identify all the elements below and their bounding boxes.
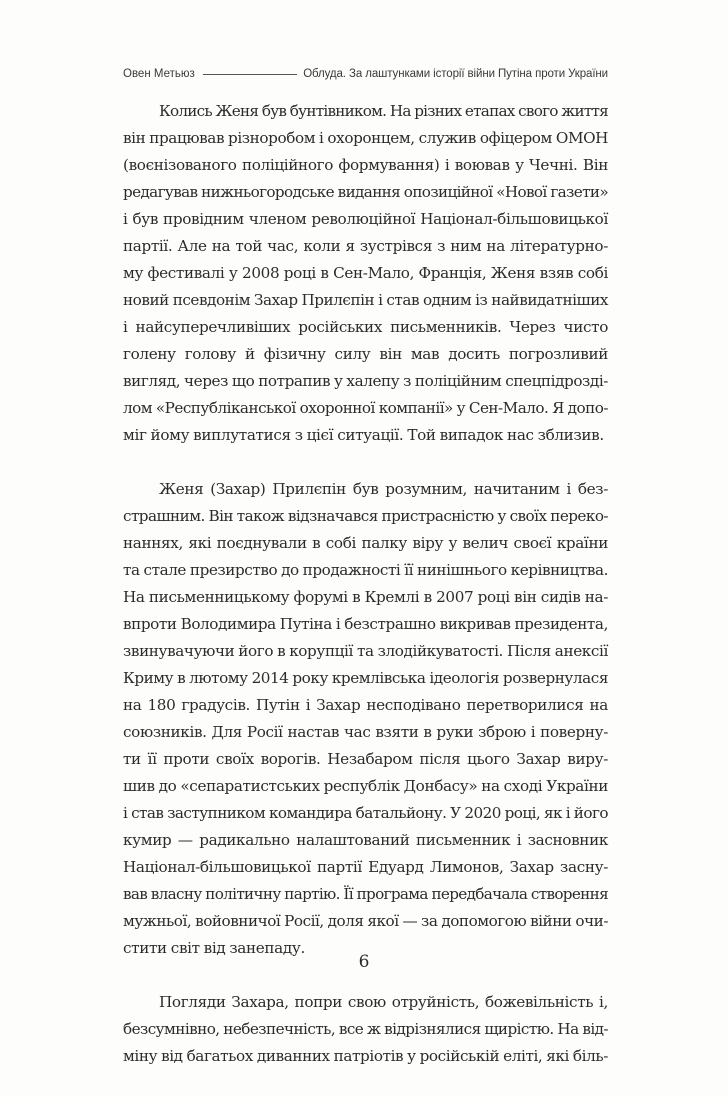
text-line: і найсуперечливіших російських письменників. Через чисто [123,318,608,336]
text-line: новий псевдонім Захар Прилєпін і став одним із найвидатніших [123,291,608,309]
header-rule [203,74,297,75]
header-book-title: Облуда. За лаштунками історії війни Путіна проти України [303,68,608,80]
text-line: Криму в лютому 2014 року кремлівська ідеологія розвернулася [123,669,608,687]
paragraph [123,98,608,449]
text-line: на 180 градусів. Путін і Захар несподівано перетворилися на [123,696,608,714]
text-line: редагував нижньогородське видання опозиційної «Нової газети» [123,183,608,201]
text-line: На письменницькому форумі в Кремлі в 2007 році він сидів на- [123,588,608,606]
text-line: і був провідним членом революційної Націонал-більшовицької [123,210,608,228]
text-line: ти її проти своїх ворогів. Незабаром після цього Захар виру- [123,750,608,768]
text-line: голену голову й фізичну силу він мав досить погрозливий [123,345,608,363]
text-line: Колись Женя був бунтівником. На різних етапах свого життя [159,102,608,120]
text-line: мужньої, войовничої Росії, доля якої — за допомогою війни очи- [123,912,608,930]
text-line: вав власну політичну партію. Її програма передбачала створення [123,885,608,903]
text-line: та стале презирство до продажності її нинішнього керівництва. [123,561,608,579]
text-line: міну від багатьох диванних патріотів у російській еліті, які біль- [123,1047,608,1065]
page-number: 6 [358,952,370,972]
text-line: він працював різноробом і охоронцем, служив офіцером ОМОН [123,129,608,147]
text-line: му фестивалі у 2008 році в Сен-Мало, Франція, Женя взяв собі [123,264,608,282]
header-author: Овен Метьюз [123,68,195,80]
paragraph [123,989,608,1070]
text-line: Женя (Захар) Прилєпін був розумним, начитаним і без- [159,480,608,498]
text-line: шив до «сепаратистських республік Донбасу» на сході України [123,777,608,795]
text-line: кумир — радикально налаштований письменник і засновник [123,831,608,849]
text-line: лом «Республіканської охоронної компанії» у Сен-Мало. Я допо- [123,399,608,417]
text-line: Націонал-більшовицької партії Едуард Лимонов, Захар засну- [123,858,608,876]
text-line: наннях, які поєднували в собі палку віру у велич своєї країни [123,534,608,552]
text-line: міг йому виплутатися з цієї ситуації. Той випадок нас зблизив. [123,426,604,444]
text-line: партії. Але на той час, коли я зустрівся з ним на літературно- [123,237,608,255]
text-line: союзників. Для Росії настав час взяти в руки зброю і поверну- [123,723,608,741]
text-line: (воєнізованого поліційного формування) і воював у Чечні. Він [123,156,608,174]
text-line: впроти Володимира Путіна і безстрашно викривав президента, [123,615,608,633]
text-line: звинувачуючи його в корупції та злодійкуватості. Після анексії [123,642,608,660]
text-line: вигляд, через що потрапив у халепу з поліційним спецпідрозді- [123,372,608,390]
text-line: і став заступником командира батальйону. У 2020 році, як і його [123,804,608,822]
running-header [123,66,608,82]
text-line: стити світ від занепаду. [123,939,305,957]
text-line: Погляди Захара, попри свою отруйність, божевільність і, [159,993,608,1011]
text-line: страшним. Він також відзначався пристрасністю у своїх переко- [123,507,608,525]
body-text [123,98,608,1097]
paragraph [123,476,608,962]
text-line: безсумнівно, небезпечність, все ж відрізнялися щирістю. На від- [123,1020,608,1038]
